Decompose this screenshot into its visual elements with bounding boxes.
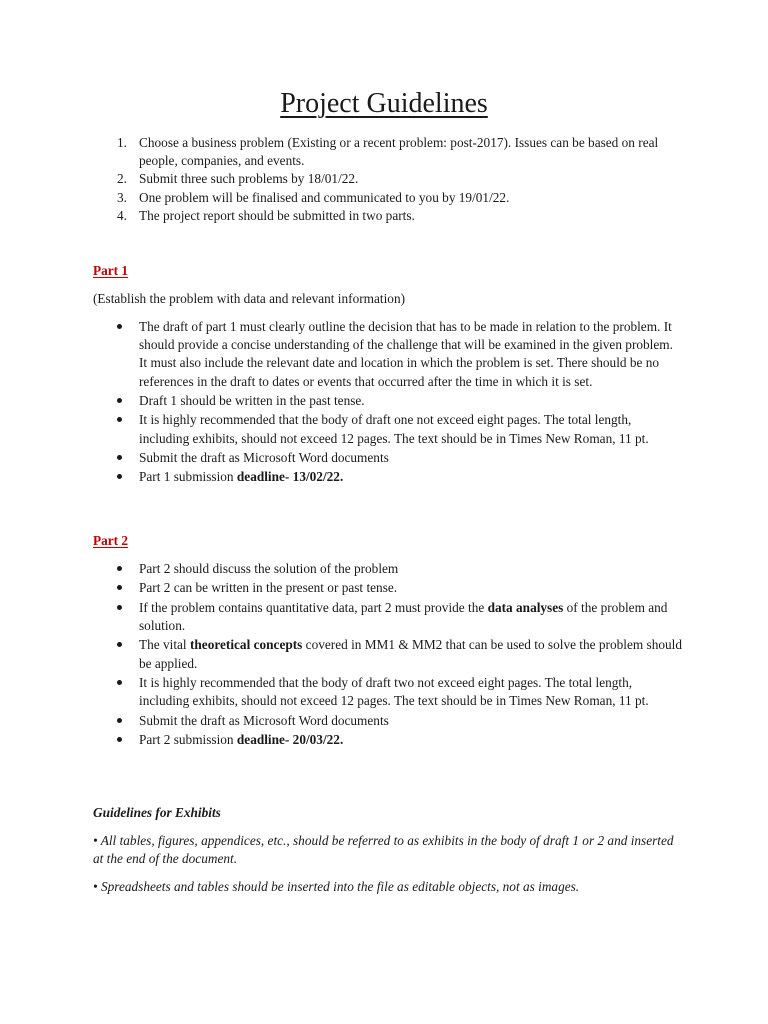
list-item-text: Choose a business problem (Existing or a recent problem: post-2017). Issues can be based on real people, companies, and events. — [139, 135, 659, 169]
list-item — [93, 560, 683, 578]
list-item — [93, 599, 683, 635]
list-item — [93, 674, 683, 710]
exhibits-paragraph-2: • Spreadsheets and tables should be inserted into the file as editable objects, not as images. — [93, 879, 580, 894]
list-item — [93, 712, 683, 730]
list-item — [93, 189, 683, 207]
list-item — [93, 318, 683, 391]
list-item — [93, 579, 683, 597]
list-item-text: of the problem and solution. — [139, 599, 668, 633]
part2-bullet-list — [93, 560, 683, 749]
list-item-text: It is highly recommended that the body of draft two not exceed eight pages. The total length, including exhibits, should not exceed 12 pages. The text should be in Times New Roman, 11 pt. — [139, 674, 649, 709]
list-item-text: Part 2 can be written in the present or past tense. — [139, 580, 398, 596]
list-item-text: One problem will be finalised and communicated to you by 19/01/22. — [139, 189, 510, 205]
list-item-text: If the problem contains quantitative data, part 2 must provide the — [139, 599, 488, 615]
bullet-icon — [117, 718, 122, 723]
exhibits-heading: Guidelines for Exhibits — [93, 805, 221, 820]
bullet-icon — [117, 585, 122, 590]
list-item-text: Submit three such problems by 18/01/22. — [139, 171, 359, 187]
part1-heading: Part 1 — [93, 263, 129, 278]
deadline-date: deadline- 20/03/22. — [236, 731, 344, 747]
list-item — [93, 170, 683, 188]
list-item — [93, 134, 683, 170]
intro-list-section — [93, 134, 683, 225]
bullet-icon — [117, 642, 122, 647]
list-item-text: It is highly recommended that the body of draft one not exceed eight pages. The total length, including exhibits, should not exceed 12 pages. The text should be in Times New Roman, 11 pt. — [139, 412, 649, 446]
deadline-date: deadline- 13/02/22. — [236, 469, 344, 485]
exhibits-paragraph-1: • All tables, figures, appendices, etc., should be referred to as exhibits in the body of draft 1 or 2 and inserted at the end of the document. — [93, 833, 674, 867]
list-item — [93, 731, 683, 749]
intro-list — [93, 134, 683, 225]
list-item — [93, 636, 683, 672]
bullet-icon — [117, 474, 122, 479]
list-item-text: The draft of part 1 must clearly outline the decision that has to be made in relation to the problem. It should provide a concise understanding of the challenge that will be examined in the given problem. It must also include the relevant date and location in which the problem is set. There should be no references in the draft to dates or events that occurred after the time in which it is set. — [139, 319, 673, 389]
list-item-text: The project report should be submitted in two parts. — [139, 207, 415, 223]
part1-subtitle: (Establish the problem with data and relevant information) — [93, 291, 406, 306]
list-item-text: Submit the draft as Microsoft Word documents — [139, 712, 389, 728]
part1-bullet-list — [93, 318, 683, 487]
part1-bullets-section — [93, 318, 683, 488]
bullet-icon — [117, 566, 122, 571]
list-item-text: The vital — [139, 637, 190, 653]
list-item — [93, 449, 683, 467]
list-item-text: Draft 1 should be written in the past tense. — [139, 393, 365, 408]
bold-term: theoretical concepts — [189, 637, 303, 653]
deadline-prefix: Part 1 submission — [139, 469, 237, 485]
list-item — [93, 468, 683, 486]
list-item — [93, 207, 683, 225]
list-item — [93, 392, 683, 410]
part2-heading: Part 2 — [93, 533, 129, 548]
bullet-icon — [117, 680, 122, 685]
bullet-icon — [117, 417, 122, 422]
bullet-icon — [117, 398, 122, 403]
bullet-icon — [117, 737, 122, 742]
list-number: 4. — [117, 207, 127, 223]
bullet-icon — [117, 605, 122, 610]
bold-term: data analyses — [487, 599, 564, 615]
bullet-icon — [117, 324, 122, 329]
list-item — [93, 411, 683, 447]
part2-bullets-section — [93, 560, 683, 750]
page-title: Project Guidelines — [280, 88, 488, 119]
bullet-icon — [117, 455, 122, 460]
list-item-text: Part 2 should discuss the solution of the problem — [139, 561, 399, 576]
list-number: 2. — [117, 171, 127, 187]
deadline-prefix: Part 2 submission — [139, 731, 237, 747]
list-number: 3. — [117, 189, 127, 205]
list-number: 1. — [117, 135, 127, 150]
list-item-text: covered in MM1 & MM2 that can be used to solve the problem should be applied. — [139, 637, 682, 671]
list-item-text: Submit the draft as Microsoft Word documents — [139, 449, 389, 465]
